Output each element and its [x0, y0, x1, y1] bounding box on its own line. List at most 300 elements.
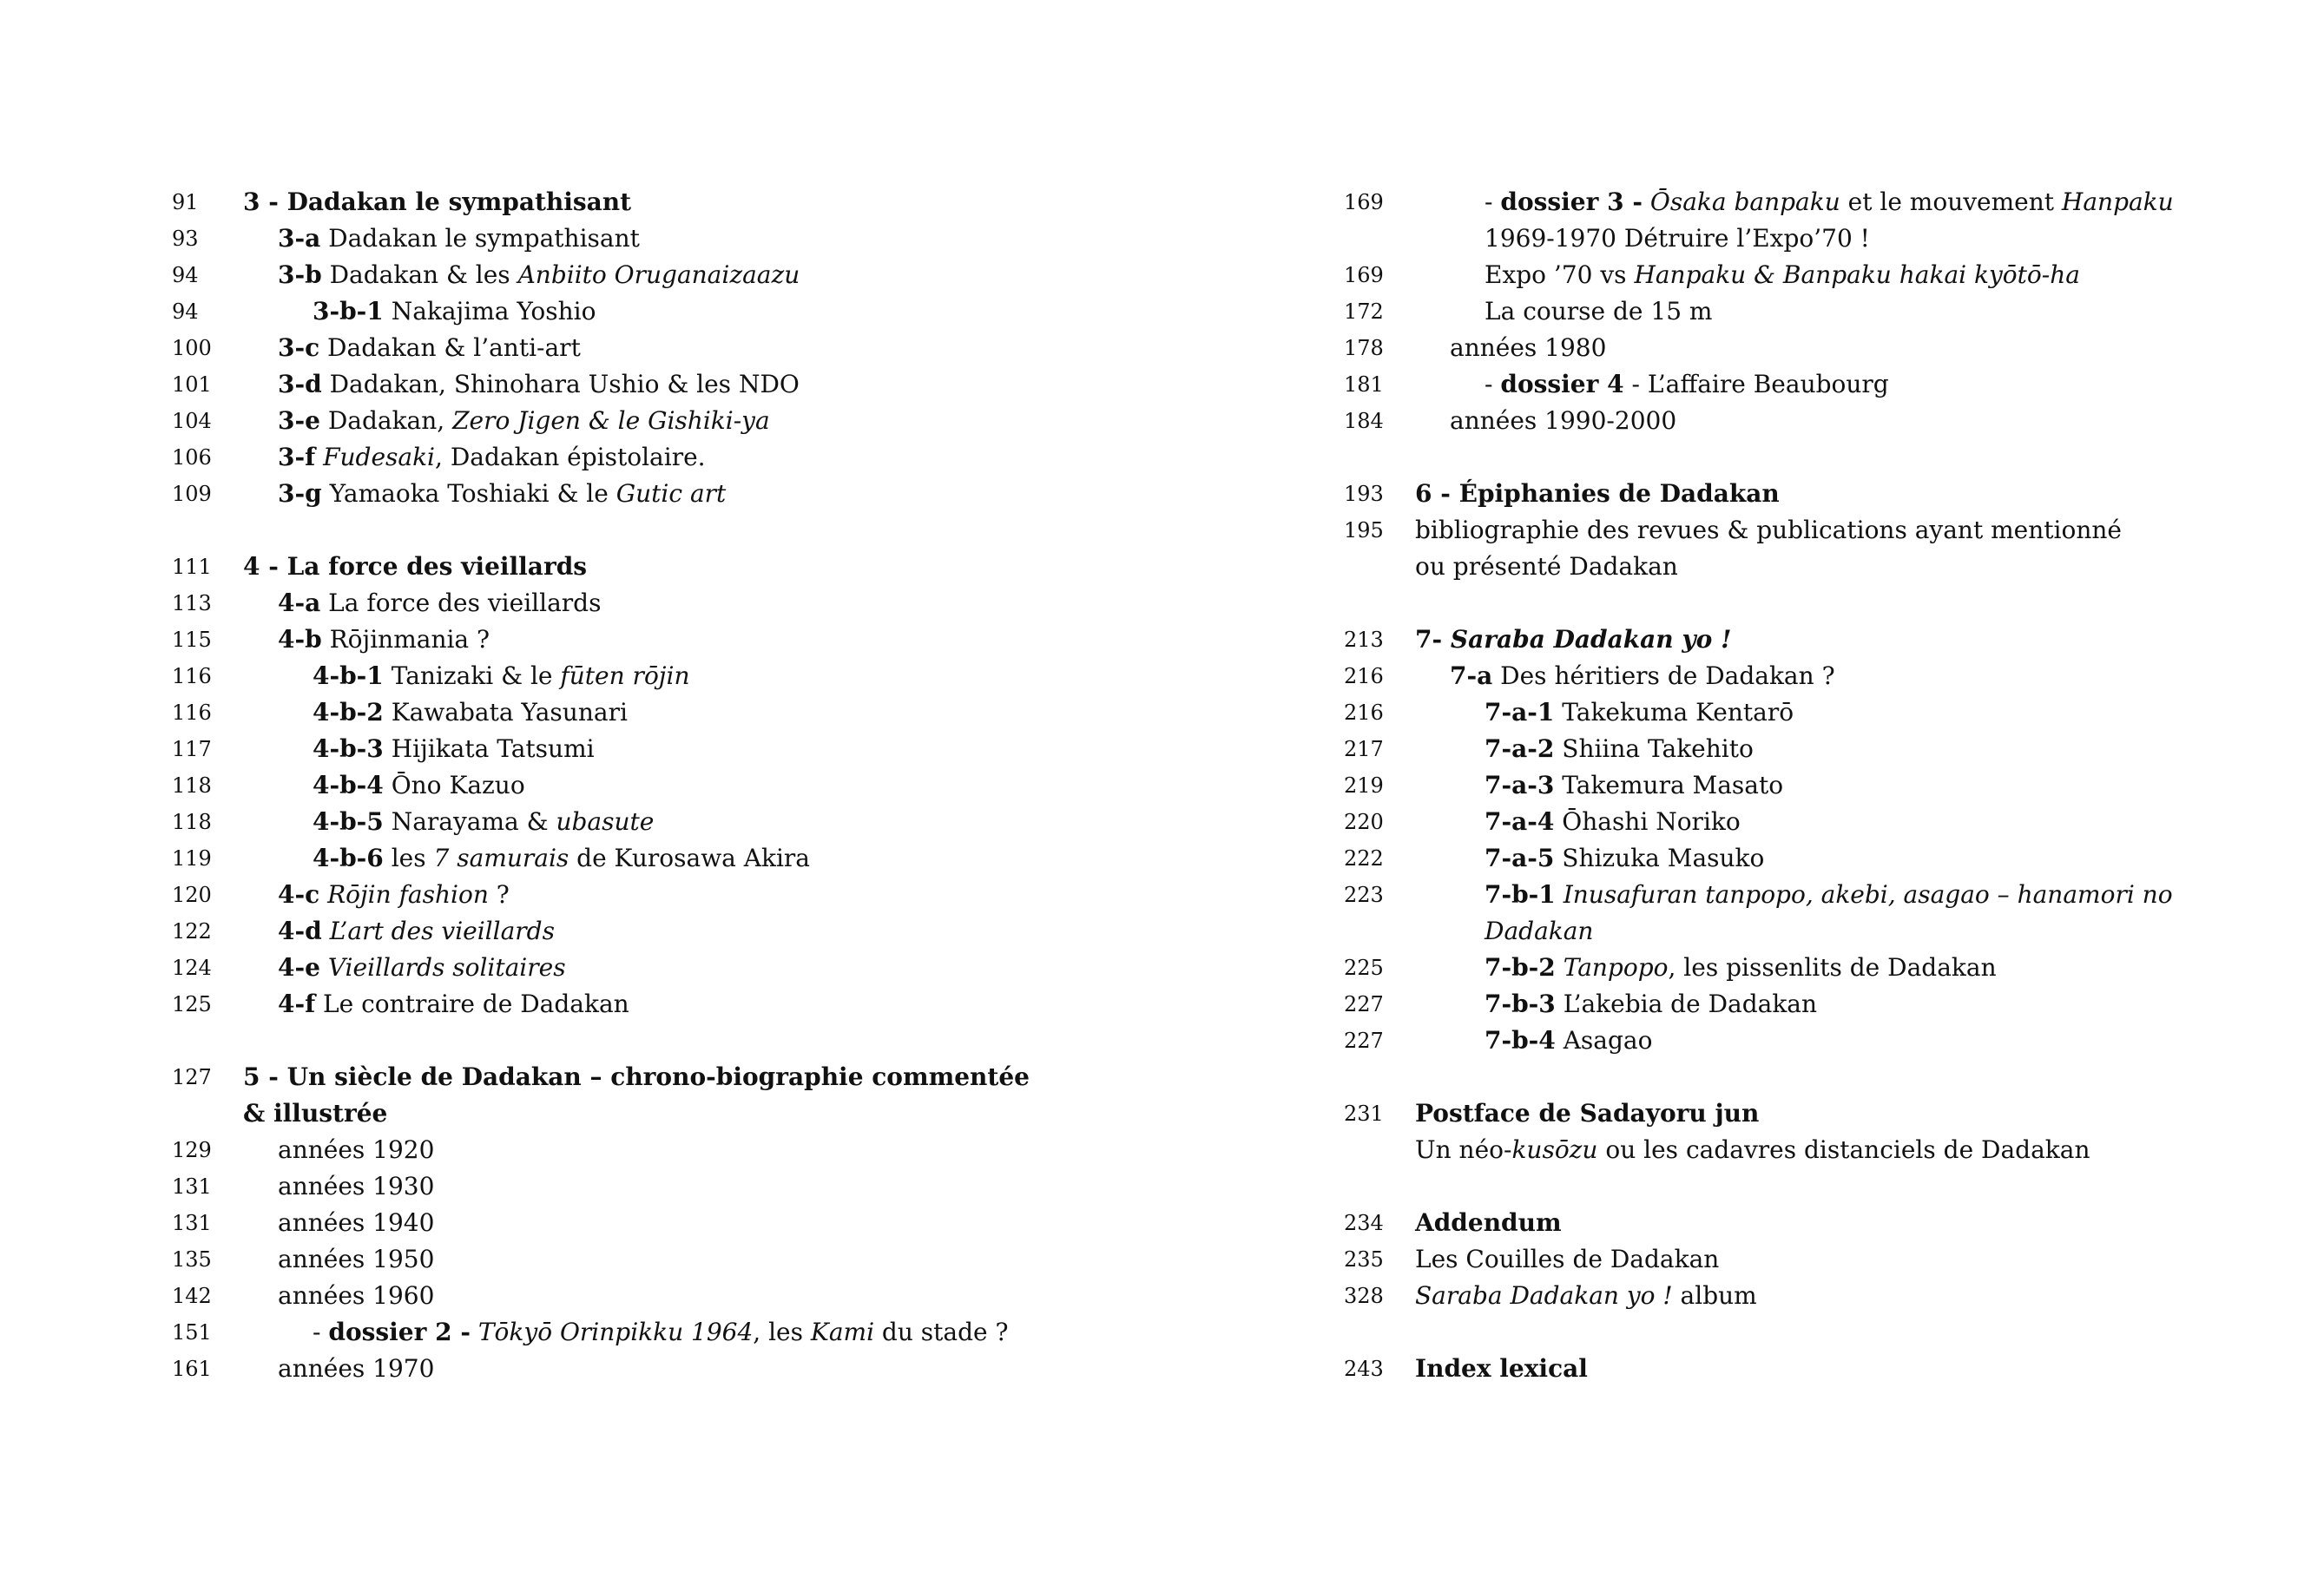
toc-entry	[1344, 1023, 2255, 1059]
toc-entry-title	[1344, 804, 2255, 840]
toc-text-fragment: La force des vieillards	[320, 589, 602, 617]
toc-entry-title	[172, 403, 1257, 439]
toc-entry-title	[172, 293, 1257, 330]
toc-text-fragment: Un néo-	[1415, 1135, 1512, 1164]
toc-entry	[1344, 184, 2255, 220]
toc-entry-title	[172, 840, 1257, 877]
toc-entry	[1344, 1095, 2255, 1132]
toc-text-fragment: Takemura Masato	[1554, 771, 1784, 799]
toc-entry-title	[172, 1205, 1257, 1241]
toc-text-fragment: 7-b-4	[1485, 1026, 1556, 1055]
toc-text-fragment	[315, 443, 323, 471]
toc-text-fragment: Nakajima Yoshio	[383, 297, 596, 326]
toc-text-fragment	[322, 917, 330, 945]
toc-text-fragment: 3-d	[278, 370, 322, 398]
toc-page-number: 227	[1344, 992, 1384, 1016]
toc-page-number: 142	[172, 1284, 212, 1308]
toc-entry-title	[172, 1132, 1257, 1168]
toc-entry	[172, 1314, 1257, 1351]
toc-text-fragment	[320, 953, 328, 982]
toc-entry-title	[172, 767, 1257, 804]
toc-text-fragment: années 1980	[1450, 333, 1607, 362]
toc-text-fragment: Ōhashi Noriko	[1554, 807, 1741, 836]
toc-text-fragment: 7-a-5	[1485, 844, 1555, 872]
toc-entry	[1344, 731, 2255, 767]
toc-entry	[172, 694, 1257, 731]
toc-text-fragment: - L’affaire Beaubourg	[1623, 370, 1889, 398]
toc-page-number: 220	[1344, 810, 1384, 834]
toc-page-number: 109	[172, 482, 212, 506]
toc-entry-title	[172, 1059, 1257, 1095]
toc-entry-title	[1344, 512, 2255, 549]
toc-text-fragment: 4-b-4	[313, 771, 384, 799]
toc-text-fragment	[319, 880, 327, 909]
toc-entry-title	[1344, 1241, 2255, 1278]
toc-page-number: 93	[172, 227, 199, 251]
toc-entry	[172, 767, 1257, 804]
toc-entry	[1344, 986, 2255, 1023]
toc-text-fragment: 6 - Épiphanies de Dadakan	[1415, 479, 1780, 508]
toc-page-number: 91	[172, 190, 199, 214]
section-spacer	[172, 1023, 1257, 1059]
toc-text-fragment: Postface de Sadayoru jun	[1415, 1099, 1760, 1128]
toc-entry-title	[172, 1168, 1257, 1205]
toc-text-fragment: Des héritiers de Dadakan ?	[1492, 661, 1835, 690]
toc-entry-title	[172, 622, 1257, 658]
toc-page-number: 216	[1344, 664, 1384, 688]
toc-entry	[1344, 330, 2255, 366]
toc-entry	[1344, 1132, 2255, 1168]
toc-entry	[1344, 804, 2255, 840]
toc-entry	[172, 1351, 1257, 1387]
toc-text-fragment: -	[313, 1318, 329, 1346]
toc-text-fragment: Narayama &	[383, 807, 556, 836]
toc-entry	[1344, 512, 2255, 549]
toc-entry-title	[1344, 877, 2255, 913]
toc-text-fragment	[1556, 880, 1564, 909]
toc-page-number: 104	[172, 409, 212, 433]
toc-page-number: 100	[172, 336, 212, 360]
toc-entry	[172, 403, 1257, 439]
toc-entry-title	[172, 877, 1257, 913]
toc-entry	[172, 220, 1257, 257]
toc-text-fragment: Hanpaku & Banpaku hakai kyōtō-ha	[1634, 260, 2080, 289]
toc-entry-title	[172, 439, 1257, 476]
toc-text-fragment: Shizuka Masuko	[1554, 844, 1765, 872]
toc-entry-title	[1344, 694, 2255, 731]
toc-text-fragment: Kami	[810, 1318, 875, 1346]
toc-text-fragment: de Kurosawa Akira	[569, 844, 810, 872]
toc-entry-title	[1344, 220, 2255, 257]
toc-entry	[1344, 366, 2255, 403]
toc-text-fragment: Rōjinmania ?	[321, 625, 490, 654]
toc-entry	[172, 1132, 1257, 1168]
toc-text-fragment: 4-c	[278, 880, 320, 909]
toc-text-fragment: Dadakan	[1485, 917, 1594, 945]
toc-text-fragment: Hijikata Tatsumi	[383, 734, 595, 763]
toc-page-number: 151	[172, 1320, 212, 1345]
toc-page-number: 231	[1344, 1102, 1384, 1126]
toc-entry	[172, 1205, 1257, 1241]
toc-right-column	[1344, 184, 2255, 1387]
toc-entry	[172, 1241, 1257, 1278]
toc-entry	[1344, 658, 2255, 694]
toc-entry	[1344, 767, 2255, 804]
toc-entry	[1344, 877, 2255, 913]
toc-text-fragment	[471, 1318, 478, 1346]
toc-page-number: 184	[1344, 409, 1384, 433]
toc-entry-title	[172, 184, 1257, 220]
toc-entry-title	[172, 366, 1257, 403]
toc-text-fragment: -	[1485, 370, 1501, 398]
toc-text-fragment: Dadakan, Shinohara Ushio & les NDO	[321, 370, 800, 398]
toc-text-fragment: 7-b-3	[1485, 990, 1556, 1018]
toc-page-number: 178	[1344, 336, 1384, 360]
toc-page-number: 118	[172, 810, 212, 834]
toc-text-fragment: ?	[488, 880, 510, 909]
toc-page-number: 129	[172, 1138, 212, 1162]
toc-entry	[1344, 257, 2255, 293]
toc-entry	[172, 439, 1257, 476]
toc-entry	[1344, 476, 2255, 512]
toc-text-fragment: Rōjin fashion	[327, 880, 489, 909]
toc-entry-title	[1344, 293, 2255, 330]
toc-text-fragment: Anbiito Oruganaizaazu	[517, 260, 800, 289]
toc-text-fragment: 4-b-5	[313, 807, 384, 836]
toc-text-fragment: 4 - La force des vieillards	[243, 552, 588, 581]
toc-entry	[1344, 694, 2255, 731]
toc-text-fragment: Shiina Takehito	[1554, 734, 1754, 763]
toc-page-number: 216	[1344, 700, 1384, 725]
toc-entry-title	[1344, 658, 2255, 694]
toc-text-fragment: Saraba Dadakan yo !	[1415, 1281, 1673, 1310]
toc-text-fragment: 3-b-1	[313, 297, 384, 326]
toc-entry-title	[172, 257, 1257, 293]
toc-entry-title	[172, 913, 1257, 950]
toc-page-number: 225	[1344, 956, 1384, 980]
toc-page-number: 94	[172, 299, 199, 324]
toc-entry	[172, 184, 1257, 220]
toc-page-number: 111	[172, 555, 212, 579]
toc-page-number: 124	[172, 956, 212, 980]
toc-text-fragment: 4-a	[278, 589, 321, 617]
toc-text-fragment: 4-b-3	[313, 734, 384, 763]
toc-text-fragment	[1556, 953, 1564, 982]
toc-entry	[172, 366, 1257, 403]
toc-text-fragment: années 1990-2000	[1450, 406, 1677, 435]
toc-entry	[172, 257, 1257, 293]
toc-page-number: 119	[172, 846, 212, 871]
toc-entry-title	[1344, 366, 2255, 403]
toc-page-number: 217	[1344, 737, 1384, 761]
toc-entry	[172, 1168, 1257, 1205]
toc-text-fragment	[1643, 187, 1650, 216]
toc-text-fragment: -	[1485, 187, 1501, 216]
toc-text-fragment: 4-f	[278, 990, 316, 1018]
toc-text-fragment: kusōzu	[1511, 1135, 1598, 1164]
toc-entry	[1344, 1351, 2255, 1387]
toc-text-fragment: Ōsaka banpaku	[1649, 187, 1840, 216]
toc-text-fragment: 7-b-2	[1485, 953, 1556, 982]
toc-text-fragment: 3-e	[278, 406, 320, 435]
section-spacer	[1344, 1168, 2255, 1205]
toc-page-number: 135	[172, 1247, 212, 1272]
toc-entry-title	[172, 1278, 1257, 1314]
toc-text-fragment: Index lexical	[1415, 1354, 1588, 1383]
toc-page-number: 118	[172, 773, 212, 798]
toc-entry	[172, 1095, 1257, 1132]
toc-page-number: 195	[1344, 518, 1384, 543]
toc-entry-title	[172, 549, 1257, 585]
toc-text-fragment: Addendum	[1415, 1208, 1562, 1237]
toc-text-fragment: dossier 2 -	[328, 1318, 471, 1346]
toc-text-fragment: Hanpaku	[2061, 187, 2174, 216]
toc-text-fragment: 5 - Un siècle de Dadakan – chrono-biographie commentée	[243, 1062, 1030, 1091]
toc-entry-title	[1344, 476, 2255, 512]
toc-page-number: 94	[172, 263, 199, 287]
toc-page-number: 131	[172, 1174, 212, 1199]
toc-text-fragment: Fudesaki	[323, 443, 436, 471]
toc-text-fragment: 3 - Dadakan le sympathisant	[243, 187, 632, 216]
toc-text-fragment: album	[1672, 1281, 1757, 1310]
toc-page-number: 113	[172, 591, 212, 615]
toc-entry	[1344, 403, 2255, 439]
toc-entry	[172, 658, 1257, 694]
toc-entry	[172, 877, 1257, 913]
toc-entry-title	[1344, 330, 2255, 366]
toc-entry	[1344, 840, 2255, 877]
toc-entry-title	[1344, 1023, 2255, 1059]
toc-text-fragment: 4-b	[278, 625, 322, 654]
toc-text-fragment: Zero Jigen & le Gishiki-ya	[452, 406, 770, 435]
toc-text-fragment: 7-b-1	[1485, 880, 1556, 909]
toc-entry	[172, 585, 1257, 622]
toc-page-number: 222	[1344, 846, 1384, 871]
toc-entry-title	[1344, 840, 2255, 877]
toc-entry-title	[172, 330, 1257, 366]
toc-text-fragment: 3-g	[278, 479, 322, 508]
toc-entry-title	[1344, 1278, 2255, 1314]
toc-text-fragment: L’art des vieillards	[329, 917, 555, 945]
toc-entry-title	[172, 658, 1257, 694]
toc-text-fragment: Gutic art	[616, 479, 727, 508]
toc-page-number: 213	[1344, 628, 1384, 652]
toc-page-number: 122	[172, 919, 212, 944]
toc-entry	[1344, 950, 2255, 986]
toc-entry	[1344, 1241, 2255, 1278]
toc-entry-title	[172, 986, 1257, 1023]
toc-entry-title	[172, 476, 1257, 512]
toc-entry	[1344, 549, 2255, 585]
toc-text-fragment: Le contraire de Dadakan	[315, 990, 629, 1018]
section-spacer	[1344, 585, 2255, 622]
toc-entry-title	[1344, 622, 2255, 658]
toc-page-number: 243	[1344, 1357, 1384, 1381]
toc-text-fragment: 3-c	[278, 333, 320, 362]
toc-page-number: 120	[172, 883, 212, 907]
toc-entry	[172, 622, 1257, 658]
toc-text-fragment: 7 samurais	[433, 844, 569, 872]
toc-page-number: 115	[172, 628, 212, 652]
toc-text-fragment: 7-	[1415, 625, 1451, 654]
toc-page-number: 223	[1344, 883, 1384, 907]
toc-entry-title	[1344, 403, 2255, 439]
toc-entry	[172, 1278, 1257, 1314]
toc-page-number: 125	[172, 992, 212, 1016]
toc-text-fragment: 7-a-1	[1485, 698, 1555, 727]
section-spacer	[1344, 1059, 2255, 1095]
toc-text-fragment: années 1920	[278, 1135, 435, 1164]
toc-text-fragment: 4-e	[278, 953, 320, 982]
toc-entry-title	[1344, 549, 2255, 585]
toc-page-number: 227	[1344, 1029, 1384, 1053]
toc-text-fragment: 4-d	[278, 917, 322, 945]
toc-entry	[1344, 1205, 2255, 1241]
toc-text-fragment: ubasute	[556, 807, 655, 836]
toc-entry-title	[172, 585, 1257, 622]
toc-entry	[1344, 293, 2255, 330]
section-spacer	[1344, 439, 2255, 476]
toc-text-fragment: 7-a	[1450, 661, 1493, 690]
toc-entry-title	[172, 1241, 1257, 1278]
toc-entry-title	[172, 220, 1257, 257]
toc-text-fragment: La course de 15 m	[1485, 297, 1713, 326]
toc-page-number: 172	[1344, 299, 1384, 324]
toc-text-fragment: années 1940	[278, 1208, 435, 1237]
toc-entry-title	[172, 694, 1257, 731]
toc-page-number: 131	[172, 1211, 212, 1235]
toc-page-number: 193	[1344, 482, 1384, 506]
toc-entry-title	[1344, 986, 2255, 1023]
section-spacer	[172, 512, 1257, 549]
toc-text-fragment: années 1950	[278, 1245, 435, 1273]
toc-entry	[172, 840, 1257, 877]
toc-text-fragment: L’akebia de Dadakan	[1555, 990, 1818, 1018]
toc-text-fragment: Kawabata Yasunari	[383, 698, 628, 727]
toc-entry-title	[172, 1095, 1257, 1132]
toc-page-number: 169	[1344, 190, 1384, 214]
toc-text-fragment: Takekuma Kentarō	[1554, 698, 1794, 727]
toc-entry-title	[172, 804, 1257, 840]
toc-text-fragment: Dadakan & l’anti-art	[319, 333, 581, 362]
toc-text-fragment: 3-f	[278, 443, 316, 471]
toc-text-fragment: Ōno Kazuo	[383, 771, 525, 799]
toc-text-fragment: 7-a-4	[1485, 807, 1555, 836]
toc-entry	[172, 293, 1257, 330]
toc-text-fragment: bibliographie des revues & publications ayant mentionné	[1415, 516, 2122, 544]
toc-page-number: 235	[1344, 1247, 1384, 1272]
toc-entry-title	[1344, 1132, 2255, 1168]
toc-entry-title	[172, 1314, 1257, 1351]
toc-page-number: 161	[172, 1357, 212, 1381]
toc-entry	[172, 804, 1257, 840]
toc-entry-title	[1344, 950, 2255, 986]
toc-text-fragment: Yamaoka Toshiaki & le	[321, 479, 616, 508]
toc-text-fragment: Tanpopo	[1563, 953, 1669, 982]
toc-entry	[172, 731, 1257, 767]
toc-text-fragment: Asagao	[1555, 1026, 1653, 1055]
toc-text-fragment: 3-a	[278, 224, 321, 253]
toc-text-fragment: Saraba Dadakan yo !	[1450, 625, 1732, 654]
toc-text-fragment: , les	[753, 1318, 811, 1346]
toc-page-number: 234	[1344, 1211, 1384, 1235]
toc-text-fragment: du stade ?	[874, 1318, 1009, 1346]
toc-page-number: 116	[172, 700, 212, 725]
toc-entry-title	[1344, 1205, 2255, 1241]
toc-text-fragment: 4-b-6	[313, 844, 384, 872]
toc-text-fragment: Tanizaki & le	[383, 661, 561, 690]
toc-page-number: 106	[172, 445, 212, 470]
toc-text-fragment: 4-b-1	[313, 661, 384, 690]
toc-page-number: 219	[1344, 773, 1384, 798]
toc-text-fragment: Dadakan & les	[321, 260, 518, 289]
toc-entry-title	[1344, 184, 2255, 220]
toc-entry	[172, 476, 1257, 512]
toc-entry	[1344, 622, 2255, 658]
toc-entry-title	[1344, 1351, 2255, 1387]
toc-text-fragment: Expo ’70 vs	[1485, 260, 1635, 289]
toc-entry	[1344, 913, 2255, 950]
toc-entry-title	[172, 1351, 1257, 1387]
toc-page-number: 117	[172, 737, 212, 761]
toc-text-fragment: Dadakan le sympathisant	[320, 224, 640, 253]
toc-text-fragment: années 1930	[278, 1172, 435, 1200]
toc-text-fragment: dossier 3 -	[1500, 187, 1643, 216]
toc-text-fragment: années 1960	[278, 1281, 435, 1310]
toc-text-fragment: Inusafuran tanpopo, akebi, asagao – hanamori no	[1563, 880, 2173, 909]
toc-text-fragment: , les pissenlits de Dadakan	[1668, 953, 1997, 982]
toc-text-fragment: Vieillards solitaires	[327, 953, 566, 982]
toc-text-fragment: 4-b-2	[313, 698, 384, 727]
toc-entry	[1344, 220, 2255, 257]
toc-entry-title	[172, 950, 1257, 986]
toc-text-fragment: années 1970	[278, 1354, 435, 1383]
toc-entry-title	[1344, 913, 2255, 950]
toc-page-number: 328	[1344, 1284, 1384, 1308]
toc-text-fragment: ou les cadavres distanciels de Dadakan	[1597, 1135, 2090, 1164]
toc-text-fragment: et le mouvement	[1840, 187, 2062, 216]
toc-entry-title	[1344, 1095, 2255, 1132]
toc-entry-title	[172, 731, 1257, 767]
toc-entry	[172, 330, 1257, 366]
toc-text-fragment: Les Couilles de Dadakan	[1415, 1245, 1720, 1273]
toc-page-number: 116	[172, 664, 212, 688]
toc-text-fragment: 1969-1970 Détruire l’Expo’70 !	[1485, 224, 1870, 253]
toc-text-fragment: Tōkyō Orinpikku 1964	[477, 1318, 754, 1346]
toc-left-column	[172, 184, 1257, 1387]
toc-entry	[172, 950, 1257, 986]
toc-text-fragment: 7-a-2	[1485, 734, 1555, 763]
toc-entry	[172, 549, 1257, 585]
toc-entry-title	[1344, 731, 2255, 767]
toc-page-number: 127	[172, 1065, 212, 1089]
toc-text-fragment: & illustrée	[243, 1099, 388, 1128]
toc-text-fragment: fūten rōjin	[560, 661, 690, 690]
toc-entry	[1344, 1278, 2255, 1314]
toc-entry-title	[1344, 767, 2255, 804]
toc-entry	[172, 986, 1257, 1023]
toc-page-number: 101	[172, 372, 212, 397]
toc-text-fragment: ou présenté Dadakan	[1415, 552, 1678, 581]
toc-page-number: 169	[1344, 263, 1384, 287]
toc-entry	[172, 1059, 1257, 1095]
section-spacer	[1344, 1314, 2255, 1351]
toc-text-fragment: dossier 4	[1500, 370, 1624, 398]
toc-text-fragment: 3-b	[278, 260, 322, 289]
toc-entry	[172, 913, 1257, 950]
toc-text-fragment: 7-a-3	[1485, 771, 1555, 799]
toc-entry-title	[1344, 257, 2255, 293]
